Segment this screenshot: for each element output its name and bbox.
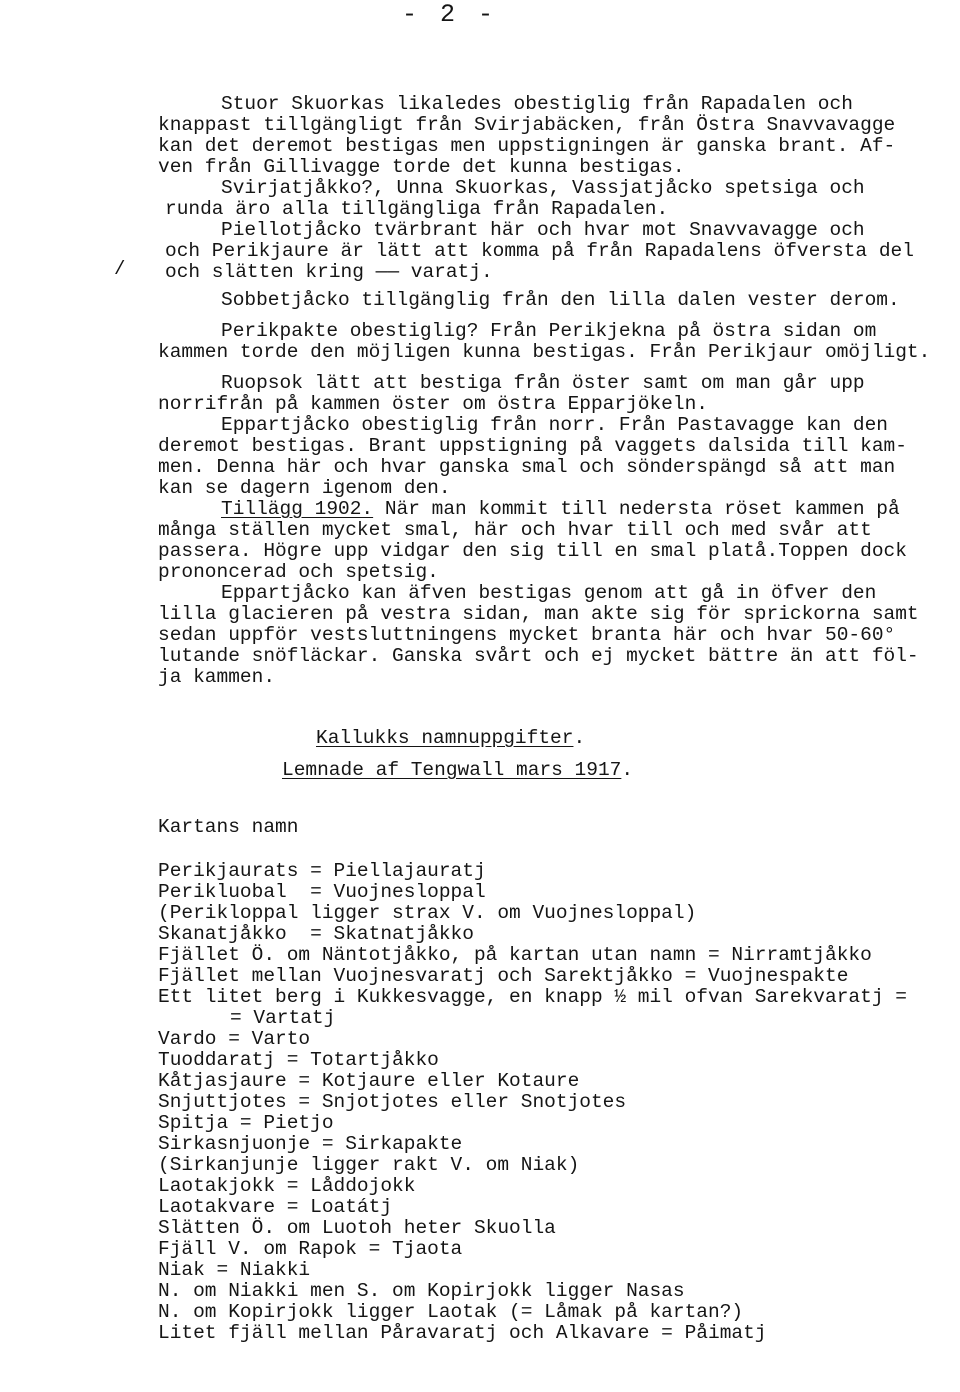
text-line: runda äro alla tillgängliga från Rapadalen. [165, 198, 669, 220]
text-line: Sobbetjåcko tillgänglig från den lilla dalen vester derom. [221, 289, 900, 311]
list-item: (Perikloppal ligger strax V. om Vuojnesloppal) [158, 902, 697, 924]
text-line: lilla glacieren på vestra sidan, man akte sig för sprickorna samt [158, 603, 919, 625]
text-line: många ställen mycket smal, här och hvar till och med svår att [158, 519, 872, 541]
text-line: Piellotjåcko tvärbrant här och hvar mot Snavvavagge och [221, 219, 865, 241]
list-item: Tuoddaratj = Totartjåkko [158, 1049, 439, 1071]
kartans-namn-label: Kartans namn [158, 816, 299, 838]
heading-title: Kallukks namnuppgifter [316, 727, 574, 749]
list-item: Slätten Ö. om Luotoh heter Skuolla [158, 1217, 556, 1239]
text-line: Eppartjåcko obestiglig från norr. Från Pastavagge kan den [221, 414, 889, 436]
text-line: ven från Gillivagge torde det kunna bestigas. [158, 156, 685, 178]
text-line: passera. Högre upp vidgar den sig till en smal platå.Toppen dock [158, 540, 907, 562]
list-item: N. om Niakki men S. om Kopirjokk ligger Nasas [158, 1280, 685, 1302]
text-line: Stuor Skuorkas likaledes obestiglig från Rapadalen och [221, 93, 853, 115]
list-item: Niak = Niakki [158, 1259, 311, 1281]
heading-period: . [573, 727, 586, 749]
list-item: Snjuttjotes = Snjotjotes eller Snotjotes [158, 1091, 627, 1113]
list-item: Laotakjokk = Låddojokk [158, 1175, 416, 1197]
list-item: Kåtjasjaure = Kotjaure eller Kotaure [158, 1070, 580, 1092]
text-line: knappast tillgängligt från Svirjabäcken, från Östra Snavvavagge [158, 114, 896, 136]
list-item: Fjället Ö. om Näntotjåkko, på kartan utan namn = Nirramtjåkko [158, 944, 872, 966]
list-item: (Sirkanjunje ligger rakt V. om Niak) [158, 1154, 580, 1176]
text-line: Ruopsok lätt att bestiga från öster samt om man går upp [221, 372, 865, 394]
text-line: deremot bestigas. Brant uppstigning på vaggets dalsida till kam- [158, 435, 907, 457]
text-line: och slätten kring —— varatj. [165, 261, 493, 283]
list-item: Skanatjåkko = Skatnatjåkko [158, 923, 474, 945]
list-item: Spitja = Pietjo [158, 1112, 334, 1134]
text-line: kammen torde den möjligen kunna bestigas. Från Perikjaur omöjligt. [158, 341, 931, 363]
subheading-title: Lemnade af Tengwall mars 1917 [282, 759, 622, 781]
text-line [221, 499, 900, 520]
text-line: lutande snöfläckar. Ganska svårt och ej mycket bättre än att föl- [158, 645, 919, 667]
section-heading [316, 728, 585, 749]
text-line: prononcerad och spetsig. [158, 561, 439, 583]
text-line: och Perikjaure är lätt att komma på från Rapadalens öfversta del [165, 240, 914, 262]
list-item: Ett litet berg i Kukkesvagge, en knapp ½ mil ofvan Sarekvaratj = [158, 986, 907, 1008]
list-item: Fjället mellan Vuojnesvaratj och Sarektjåkko = Vuojnespakte [158, 965, 849, 987]
page-number: - 2 - [402, 0, 498, 29]
text-line: kan se dagern igenom den. [158, 477, 451, 499]
list-item: N. om Kopirjokk ligger Laotak (= Låmak på kartan?) [158, 1301, 744, 1323]
text-line: Svirjatjåkko?, Unna Skuorkas, Vassjatjåcko spetsiga och [221, 177, 865, 199]
list-item: Perikjaurats = Piellajauratj [158, 860, 486, 882]
text-line: ja kammen. [158, 666, 276, 688]
text-line: norrifrån på kammen öster om östra Epparjökeln. [158, 393, 708, 415]
text-line: Perikpakte obestiglig? Från Perikjekna på östra sidan om [221, 320, 877, 342]
tillagg-label: Tillägg 1902. [221, 498, 374, 520]
section-subheading [282, 760, 633, 781]
margin-mark: / [114, 258, 126, 280]
text-line: men. Denna här och hvar ganska smal och sönderspängd så att man [158, 456, 896, 478]
list-item: Vardo = Varto [158, 1028, 311, 1050]
text-line: sedan uppför vestsluttningens mycket branta här och hvar 50-60° [158, 624, 896, 646]
text-line: Eppartjåcko kan äfven bestigas genom att gå in öfver den [221, 582, 877, 604]
list-item: Perikluobal = Vuojnesloppal [158, 881, 486, 903]
list-item: Laotakvare = Loatátj [158, 1196, 393, 1218]
tillagg-text: När man kommit till nedersta röset kammen på [384, 498, 900, 520]
list-item: = Vartatj [230, 1007, 336, 1029]
subheading-period: . [621, 759, 634, 781]
list-item: Litet fjäll mellan Påravaratj och Alkavare = Påimatj [158, 1322, 767, 1344]
list-item: Fjäll V. om Rapok = Tjaota [158, 1238, 463, 1260]
text-line: kan det deremot bestigas men uppstigningen är ganska brant. Af- [158, 135, 896, 157]
list-item: Sirkasnjuonje = Sirkapakte [158, 1133, 463, 1155]
